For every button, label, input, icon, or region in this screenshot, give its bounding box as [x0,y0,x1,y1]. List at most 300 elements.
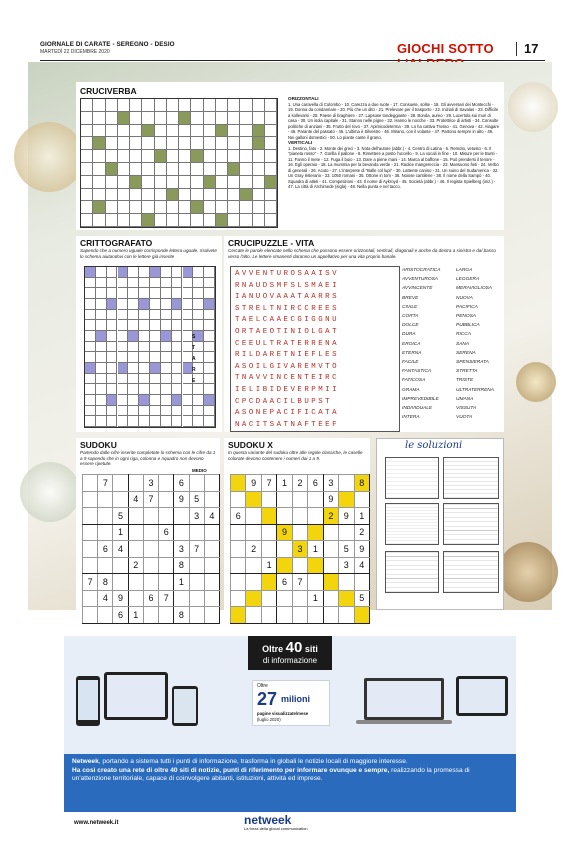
crossword-cell[interactable] [179,112,191,125]
cipher-cell[interactable] [204,288,215,299]
sudoku-cell[interactable] [231,475,246,492]
sudoku-cell[interactable]: 9 [354,541,370,558]
cipher-cell[interactable] [96,320,107,331]
sudoku-cell[interactable] [98,508,113,525]
crossword-cell[interactable] [216,112,228,125]
crossword-cell[interactable] [179,201,191,214]
cipher-cell[interactable] [85,299,96,310]
sudoku-cell[interactable] [143,541,158,558]
cipher-cell[interactable] [193,299,204,310]
sudoku-cell[interactable]: 9 [323,491,338,508]
sudoku-cell[interactable]: 9 [113,590,128,607]
crossword-cell[interactable] [93,214,105,227]
crossword-cell[interactable] [155,201,167,214]
crossword-cell[interactable] [118,99,130,112]
cipher-cell[interactable] [172,406,183,417]
crossword-cell[interactable] [216,125,228,138]
crossword-cell[interactable] [142,176,154,189]
sudoku-cell[interactable] [159,475,174,492]
crossword-cell[interactable] [118,150,130,163]
sudoku-cell[interactable]: 3 [174,541,189,558]
sudoku-cell[interactable] [128,590,143,607]
cipher-cell[interactable] [96,331,107,342]
cipher-cell[interactable] [128,310,139,321]
cipher-cell[interactable] [150,288,161,299]
cipher-cell[interactable] [161,331,172,342]
crossword-cell[interactable] [179,137,191,150]
crossword-cell[interactable] [155,214,167,227]
cipher-cell[interactable] [161,278,172,289]
cipher-cell[interactable] [96,342,107,353]
crossword-cell[interactable] [191,176,203,189]
sudoku-cell[interactable] [246,557,261,574]
cipher-cell[interactable] [150,416,161,427]
crossword-cell[interactable] [204,137,216,150]
cipher-cell[interactable] [128,320,139,331]
sudoku-cell[interactable] [159,574,174,591]
crossword-cell[interactable] [93,189,105,202]
crossword-cell[interactable] [228,176,240,189]
cipher-cell[interactable] [150,331,161,342]
crossword-cell[interactable] [167,125,179,138]
cipher-cell[interactable] [204,320,215,331]
crossword-cell[interactable] [81,125,93,138]
sudoku-cell[interactable] [159,508,174,525]
cipher-cell[interactable] [128,406,139,417]
cipher-cell[interactable] [85,363,96,374]
sudoku-cell[interactable]: 3 [189,508,204,525]
crossword-cell[interactable] [142,137,154,150]
crossword-cell[interactable] [142,214,154,227]
crossword-cell[interactable] [265,163,277,176]
crossword-cell[interactable] [216,137,228,150]
sudoku-cell[interactable] [231,607,246,624]
sudoku-cell[interactable] [204,491,219,508]
crossword-cell[interactable] [81,163,93,176]
sudoku-cell[interactable] [323,524,338,541]
sudoku-cell[interactable] [113,475,128,492]
sudoku-cell[interactable] [277,557,292,574]
crossword-cell[interactable] [106,214,118,227]
crossword-cell[interactable] [228,189,240,202]
crossword-cell[interactable] [130,176,142,189]
sudoku-cell[interactable] [308,508,323,525]
sudoku-cell[interactable] [128,541,143,558]
sudoku-cell[interactable] [277,590,292,607]
sudoku-cell[interactable] [159,557,174,574]
cipher-cell[interactable] [85,406,96,417]
cipher-cell[interactable] [150,320,161,331]
sudoku-cell[interactable]: 9 [339,508,354,525]
cipher-cell[interactable] [161,299,172,310]
cipher-cell[interactable] [85,320,96,331]
crossword-cell[interactable] [106,201,118,214]
crossword-cell[interactable] [253,125,265,138]
cipher-cell[interactable] [183,406,194,417]
crossword-cell[interactable] [216,150,228,163]
sudoku-cell[interactable] [339,524,354,541]
cipher-cell[interactable] [128,374,139,385]
sudoku-cell[interactable] [231,590,246,607]
crossword-cell[interactable] [93,99,105,112]
sudoku-cell[interactable]: 5 [339,541,354,558]
sudoku-cell[interactable] [189,524,204,541]
sudoku-cell[interactable] [231,557,246,574]
sudoku-grid[interactable] [82,474,220,624]
cipher-cell[interactable] [204,374,215,385]
cipher-cell[interactable] [172,331,183,342]
cipher-cell[interactable] [161,352,172,363]
sudoku-cell[interactable]: 2 [292,475,307,492]
sudoku-cell[interactable] [323,590,338,607]
sudoku-cell[interactable] [339,491,354,508]
sudoku-cell[interactable]: 7 [83,574,98,591]
sudoku-cell[interactable] [98,607,113,624]
sudoku-cell[interactable] [308,557,323,574]
cipher-cell[interactable] [172,288,183,299]
cipher-cell[interactable] [161,406,172,417]
crossword-cell[interactable] [253,201,265,214]
crossword-cell[interactable] [167,163,179,176]
sudoku-cell[interactable]: 5 [354,590,370,607]
crossword-cell[interactable] [93,163,105,176]
crossword-cell[interactable] [228,201,240,214]
cipher-cell[interactable] [139,267,150,278]
cipher-cell[interactable] [150,299,161,310]
cipher-cell[interactable] [193,395,204,406]
crossword-cell[interactable] [155,125,167,138]
sudoku-cell[interactable] [204,475,219,492]
cipher-cell[interactable] [161,363,172,374]
crossword-cell[interactable] [106,125,118,138]
crossword-cell[interactable] [142,125,154,138]
cipher-cell[interactable] [85,374,96,385]
sudoku-cell[interactable]: 1 [354,508,370,525]
crossword-cell[interactable] [191,201,203,214]
crossword-cell[interactable] [265,99,277,112]
cipher-cell[interactable] [139,416,150,427]
cipher-cell[interactable] [183,416,194,427]
crossword-cell[interactable] [204,189,216,202]
cipher-cell[interactable] [139,288,150,299]
sudoku-cell[interactable] [189,557,204,574]
crossword-cell[interactable] [265,125,277,138]
cipher-cell[interactable] [150,278,161,289]
cipher-cell[interactable] [85,342,96,353]
crossword-cell[interactable] [93,137,105,150]
cipher-cell[interactable] [172,416,183,427]
cipher-cell[interactable] [150,395,161,406]
crossword-cell[interactable] [240,137,252,150]
crossword-cell[interactable] [228,125,240,138]
cipher-cell[interactable] [204,342,215,353]
sudoku-cell[interactable] [189,590,204,607]
crossword-cell[interactable] [253,189,265,202]
cipher-cell[interactable] [150,384,161,395]
crossword-cell[interactable] [179,176,191,189]
sudoku-cell[interactable] [143,574,158,591]
sudoku-cell[interactable]: 4 [354,557,370,574]
crossword-cell[interactable] [118,112,130,125]
cipher-cell[interactable] [161,342,172,353]
sudoku-cell[interactable] [159,541,174,558]
crossword-cell[interactable] [253,99,265,112]
sudoku-cell[interactable]: 7 [98,475,113,492]
cipher-cell[interactable] [118,342,129,353]
cipher-cell[interactable] [107,288,118,299]
crossword-cell[interactable] [118,176,130,189]
sudoku-cell[interactable]: 2 [246,541,261,558]
cipher-cell[interactable] [96,416,107,427]
cipher-cell[interactable] [85,395,96,406]
cipher-cell[interactable] [150,374,161,385]
crossword-cell[interactable] [130,125,142,138]
sudoku-cell[interactable] [261,590,276,607]
sudoku-cell[interactable]: 8 [98,574,113,591]
sudoku-cell[interactable] [339,590,354,607]
crossword-cell[interactable] [93,112,105,125]
cipher-cell[interactable] [107,374,118,385]
sudoku-cell[interactable] [323,574,338,591]
crossword-cell[interactable] [142,99,154,112]
sudoku-cell[interactable]: 1 [113,524,128,541]
crossword-cell[interactable] [216,99,228,112]
cipher-cell[interactable] [118,278,129,289]
cipher-cell[interactable] [128,288,139,299]
crossword-cell[interactable] [130,201,142,214]
sudoku-cell[interactable] [204,541,219,558]
sudoku-cell[interactable] [143,557,158,574]
crossword-cell[interactable] [155,189,167,202]
sudoku-cell[interactable]: 3 [339,557,354,574]
crossword-cell[interactable] [81,150,93,163]
crossword-cell[interactable] [106,163,118,176]
cipher-cell[interactable] [107,299,118,310]
cipher-cell[interactable] [118,374,129,385]
sudoku-cell[interactable]: 1 [128,607,143,624]
cipher-cell[interactable] [107,278,118,289]
crossword-cell[interactable] [81,189,93,202]
cipher-cell[interactable] [118,331,129,342]
sudoku-cell[interactable]: 3 [143,475,158,492]
sudoku-cell[interactable] [128,524,143,541]
sudoku-cell[interactable] [292,590,307,607]
crossword-cell[interactable] [204,112,216,125]
sudoku-cell[interactable]: 9 [174,491,189,508]
cipher-cell[interactable] [107,416,118,427]
cipher-cell[interactable] [139,384,150,395]
sudoku-cell[interactable]: 2 [354,524,370,541]
cipher-cell[interactable] [183,299,194,310]
sudoku-cell[interactable]: 8 [174,607,189,624]
cipher-cell[interactable] [204,310,215,321]
cipher-cell[interactable] [128,395,139,406]
crossword-cell[interactable] [81,99,93,112]
cipher-cell[interactable] [85,384,96,395]
crossword-cell[interactable] [240,163,252,176]
crossword-cell[interactable] [130,189,142,202]
cipher-cell[interactable] [150,406,161,417]
sudoku-cell[interactable]: 7 [143,491,158,508]
crossword-cell[interactable] [228,150,240,163]
cipher-cell[interactable] [161,288,172,299]
crossword-cell[interactable] [265,137,277,150]
cipher-cell[interactable] [96,395,107,406]
cipher-cell[interactable] [183,395,194,406]
cipher-cell[interactable] [161,384,172,395]
cipher-cell[interactable] [118,395,129,406]
crossword-cell[interactable] [240,150,252,163]
sudoku-cell[interactable] [189,607,204,624]
crossword-cell[interactable] [106,137,118,150]
sudoku-cell[interactable] [246,508,261,525]
sudoku-cell[interactable] [113,557,128,574]
crossword-cell[interactable] [179,125,191,138]
cipher-cell[interactable] [96,288,107,299]
cipher-cell[interactable] [139,331,150,342]
cipher-cell[interactable] [139,352,150,363]
crossword-cell[interactable] [179,214,191,227]
sudoku-cell[interactable] [204,590,219,607]
crossword-cell[interactable] [240,112,252,125]
cipher-cell[interactable] [150,342,161,353]
cipher-cell[interactable] [150,267,161,278]
cipher-cell[interactable] [161,310,172,321]
cipher-cell[interactable] [150,310,161,321]
cipher-cell[interactable] [139,299,150,310]
crossword-cell[interactable] [253,163,265,176]
cipher-cell[interactable] [150,363,161,374]
sudoku-x-grid[interactable] [230,474,370,624]
crossword-cell[interactable] [93,150,105,163]
crossword-cell[interactable] [216,201,228,214]
crossword-cell[interactable] [81,214,93,227]
cipher-cell[interactable] [139,310,150,321]
cipher-cell[interactable] [172,299,183,310]
sudoku-cell[interactable] [83,607,98,624]
crossword-cell[interactable] [191,125,203,138]
cipher-cell[interactable] [139,395,150,406]
cipher-cell[interactable] [107,267,118,278]
crossword-cell[interactable] [179,189,191,202]
cipher-cell[interactable] [161,374,172,385]
crossword-cell[interactable] [167,201,179,214]
cipher-cell[interactable] [118,384,129,395]
crossword-cell[interactable] [216,189,228,202]
crossword-cell[interactable] [142,189,154,202]
sudoku-cell[interactable] [261,524,276,541]
website-link[interactable]: www.netweek.it [74,820,119,826]
cipher-cell[interactable] [150,352,161,363]
crossword-cell[interactable] [216,163,228,176]
sudoku-cell[interactable]: 4 [113,541,128,558]
sudoku-cell[interactable]: 3 [323,475,338,492]
crossword-cell[interactable] [204,99,216,112]
crossword-cell[interactable] [118,214,130,227]
crossword-cell[interactable] [253,150,265,163]
crossword-cell[interactable] [155,176,167,189]
crossword-cell[interactable] [167,189,179,202]
cipher-cell[interactable] [183,320,194,331]
cipher-cell[interactable] [139,278,150,289]
crossword-cell[interactable] [93,201,105,214]
cipher-cell[interactable] [204,395,215,406]
crossword-cell[interactable] [204,163,216,176]
cipher-cell[interactable] [118,352,129,363]
cipher-cell[interactable] [128,352,139,363]
sudoku-cell[interactable]: 1 [174,574,189,591]
crossword-cell[interactable] [204,214,216,227]
sudoku-cell[interactable] [231,491,246,508]
sudoku-cell[interactable] [323,557,338,574]
cipher-cell[interactable] [128,342,139,353]
cipher-cell[interactable] [107,384,118,395]
crossword-cell[interactable] [155,163,167,176]
cipher-cell[interactable] [85,288,96,299]
cipher-cell[interactable] [183,278,194,289]
sudoku-cell[interactable] [339,475,354,492]
sudoku-cell[interactable] [246,524,261,541]
cipher-cell[interactable] [183,267,194,278]
sudoku-cell[interactable]: 8 [174,557,189,574]
crossword-cell[interactable] [191,99,203,112]
crossword-cell[interactable] [155,99,167,112]
crossword-cell[interactable] [142,163,154,176]
crossword-cell[interactable] [265,176,277,189]
crossword-grid[interactable] [80,98,278,228]
sudoku-cell[interactable] [261,541,276,558]
crossword-cell[interactable] [240,99,252,112]
sudoku-cell[interactable]: 9 [246,475,261,492]
sudoku-cell[interactable] [261,491,276,508]
cipher-cell[interactable] [128,363,139,374]
crossword-cell[interactable] [253,214,265,227]
sudoku-cell[interactable] [204,557,219,574]
crossword-cell[interactable] [204,176,216,189]
sudoku-cell[interactable] [83,491,98,508]
sudoku-cell[interactable] [246,590,261,607]
cipher-cell[interactable] [161,395,172,406]
crossword-cell[interactable] [167,137,179,150]
crossword-cell[interactable] [106,112,118,125]
crossword-cell[interactable] [106,176,118,189]
crossword-cell[interactable] [106,150,118,163]
sudoku-cell[interactable]: 4 [98,590,113,607]
cipher-cell[interactable] [161,267,172,278]
cipher-cell[interactable] [85,267,96,278]
cipher-cell[interactable] [139,342,150,353]
cipher-cell[interactable] [183,288,194,299]
cipher-cell[interactable] [172,352,183,363]
cipher-cell[interactable] [96,299,107,310]
sudoku-cell[interactable] [231,524,246,541]
sudoku-cell[interactable] [231,541,246,558]
sudoku-cell[interactable] [308,491,323,508]
crossword-cell[interactable] [142,112,154,125]
crossword-cell[interactable] [167,176,179,189]
cipher-cell[interactable] [85,352,96,363]
sudoku-cell[interactable] [83,590,98,607]
crossword-cell[interactable] [265,214,277,227]
sudoku-cell[interactable]: 1 [308,541,323,558]
cipher-cell[interactable] [139,320,150,331]
crossword-cell[interactable] [204,150,216,163]
sudoku-cell[interactable] [159,491,174,508]
crossword-cell[interactable] [81,176,93,189]
sudoku-cell[interactable]: 1 [261,557,276,574]
crossword-cell[interactable] [204,125,216,138]
cipher-cell[interactable] [172,310,183,321]
